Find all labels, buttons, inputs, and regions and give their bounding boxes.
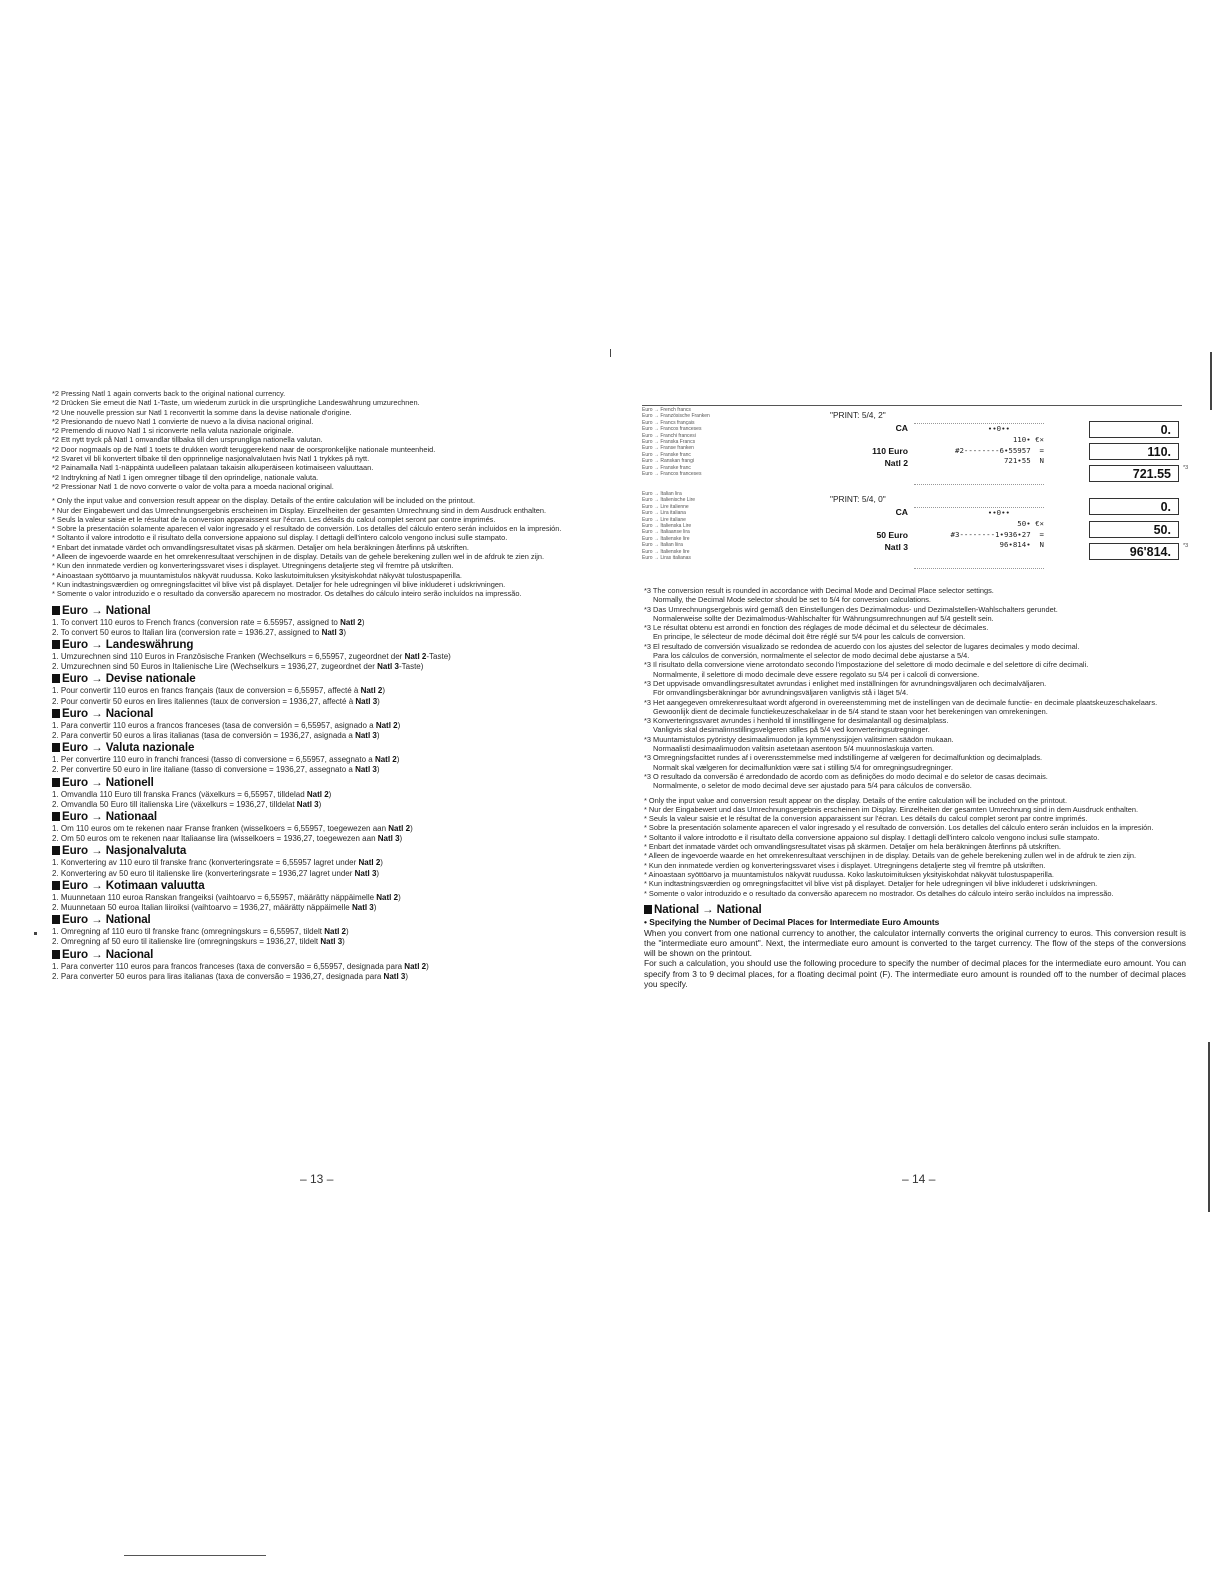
example-line (52, 834, 572, 844)
section-heading (52, 913, 572, 927)
display-note: * Kun den innmatede verdien og konverteringssvaret vises i displayet. Utregningens detaljerte steg vil fremtre på utskriften. (52, 561, 454, 571)
example-line (52, 824, 572, 834)
footnote-continuation: Normalmente, o seletor de modo decimal deve ser ajustado para 5/4 para cálculos de conversão. (653, 781, 972, 791)
footnote-mark: *3 (1183, 543, 1189, 549)
line-text: 2. To convert 50 euros to Italian lira (conversion rate = 1936.27, assigned to (52, 627, 322, 637)
section-heading (52, 879, 572, 893)
footnote-line: *3 Omregningsfacittet rundes af i overensstemmelse med indstillingerne af vælgeren for decimalfunktion og decimalplads. (644, 753, 1043, 763)
section-heading-national (644, 903, 1186, 917)
line-text: 1. Muunnetaan 110 euroa Ranskan frangeiksi (vaihtoarvo = 6,55957, määrätty näppäimelle (52, 892, 377, 902)
key-name: Natl 2 (404, 651, 427, 661)
conversion-item: Euro → Franse franken (642, 445, 694, 452)
key-name: Natl 3 (355, 730, 377, 740)
key-name: Natl 3 (355, 765, 377, 775)
square-bullet-icon (52, 812, 60, 821)
op-key: Natl 2 (884, 458, 908, 468)
line-text: 1. Para converter 110 euros para francos franceses (taxa de conversão = 6,55957, designada para (52, 961, 405, 971)
footnote-line: *3 Konverteringssvaret avrundes i henhold til innstillingene for desimalantall og desimalplass. (644, 716, 949, 726)
line-text: 2. Per convertire 50 euro in lire italiane (tasso di conversione = 1936,27, assegnato a (52, 765, 356, 775)
square-bullet-icon (52, 743, 60, 752)
display-note: * Ainoastaan syöttöarvo ja muuntamistulos näkyvät ruudussa. Koko laskutoimituksen yksityiskohdat näkyvät tulostuspaperilla. (644, 869, 1054, 879)
footnote-continuation: Normalmente, il selettore di modo decimale deve essere regolato su 5/4 per i calcoli di conversione. (653, 669, 980, 679)
footnote-continuation: För omvandlingsberäkningar bör avrundningsväljaren vanligtvis stå i läget 5/4. (653, 688, 909, 698)
line-end: ) (373, 902, 377, 912)
footnote-line: *3 The conversion result is rounded in accordance with Decimal Mode and Decimal Place selector settings. (644, 586, 994, 595)
op-key: CA (895, 507, 908, 517)
line-text: 2. Omregning af 50 euro til italienske lire (omregningskurs = 1936,27, tildelt (52, 937, 321, 947)
printout-tape (914, 423, 1044, 485)
tape-line: #2--------6•55957 = (955, 445, 1044, 455)
footnote-continuation: Normalt skal vælgeren for decimalfunktion være sat i stilling 5/4 for omregningsudregninger. (653, 762, 953, 772)
section-heading (52, 741, 572, 755)
line-end: ) (405, 971, 409, 981)
section-heading (52, 810, 572, 824)
example-line (52, 765, 572, 775)
section-title: Euro → Kotimaan valuutta (62, 878, 205, 892)
section-title: Euro → Devise nationale (62, 672, 196, 686)
footnote-line: *3 Het aangegeven omrekenresultaat wordt afgerond in overeenstemming met de instellingen van de decimale functie- en decimale plaatskeuzeschakelaars. (644, 697, 1158, 707)
footnote-line: *3 Det uppvisade omvandlingsresultatet avrundas i enlighet med inställningen för avrundningsväljaren och decimalväljaren. (644, 678, 1047, 688)
edge-mark (1210, 352, 1212, 410)
display-notes (52, 496, 572, 598)
example-line (52, 755, 572, 765)
op-key: CA (895, 423, 908, 433)
lcd-display: 721.55 (1089, 465, 1179, 482)
example-line (52, 972, 572, 982)
conversion-item: Euro → Französische Franken (642, 413, 710, 420)
key-name: Natl 3 (321, 627, 344, 637)
line-text: 1. Umzurechnen sind 110 Euros in Französische Franken (Wechselkurs = 6,55957, zugeordnet der (52, 651, 405, 661)
conversion-item: Euro → Italienische Lire (642, 497, 696, 504)
line-text: 2. Konvertering av 50 euro til italienske lire (konverteringsrate = 1936,27 lagret under (52, 868, 355, 878)
footnote-continuation: Para los cálculos de conversión, normalmente el selector de modo decimal debe ajustarse a 5/4. (653, 651, 970, 661)
footnote-line: *2 Indtrykning af Natl 1 igen omregner tilbage til den oprindelige, nationale valuta. (52, 472, 319, 482)
key-name: Natl 2 (306, 789, 329, 799)
footnote-line: *3 Il risultato della conversione viene arrotondato secondo l'impostazione del selettore di modo decimale e del selettore di cifre decimali. (644, 660, 1089, 670)
key-name: Natl 3 (377, 662, 399, 672)
section-heading (52, 948, 572, 962)
print-setting: "PRINT: 5/4, 2" (830, 410, 886, 420)
line-end: ) (376, 868, 380, 878)
display-note: * Sobre la presentación solamente aparecen el valor ingresado y el resultado de conversión. Los detalles del cálculo entero serán incluidos en la impresión. (52, 524, 562, 534)
display-note: * Nur der Eingabewert und das Umrechnungsergebnis erscheinen im Display. Einzelheiten der gesamten Umrechnung sind in dem Ausdruck enthalten. (644, 804, 1139, 814)
footnote-continuation: Vanligvis skal desimalinnstillingsvelgeren stilles på 5/4 ved konverteringsutregninger. (653, 725, 930, 735)
conversion-item: Euro → French francs (642, 407, 691, 413)
tape-line: ••0•• (987, 424, 1010, 433)
display-note: * Enbart det inmatade värdet och omvandlingsresultatet visas på skärmen. Detaljer om hela beräkningen återfinns på utskriften. (644, 842, 1061, 852)
op-key: 50 Euro (876, 530, 908, 540)
subsection-heading: • Specifying the Number of Decimal Places for Intermediate Euro Amounts (644, 916, 940, 927)
line-text: 1. Omvandla 110 Euro till franska Francs (växelkurs = 6,55957, tilldelad (52, 789, 307, 799)
line-text: 2. Para converter 50 euros para liras italianas (taxa de conversão = 1936,27, designada para (52, 971, 384, 981)
conversion-item: Euro → Italian liira (642, 542, 683, 549)
example-line (52, 628, 572, 638)
example-line (52, 927, 572, 937)
section-title: Euro → Valuta nazionale (62, 741, 195, 755)
square-bullet-icon (52, 846, 60, 855)
line-end: ) (410, 823, 413, 833)
footnote-line: *2 Une nouvelle pression sur Natl 1 reconvertit la somme dans la devise nationale d'origine. (52, 407, 352, 417)
section-title: Euro → Nationaal (62, 809, 158, 823)
line-text: 1. Pour convertir 110 euros en francs français (taux de conversion = 6,55957, affecté à (52, 686, 361, 696)
tape-line: 50• €× (1017, 518, 1044, 528)
section-heading (52, 672, 572, 686)
display-note: * Kun indtastningsværdien og omregningsfacittet vil blive vist på displayet. Detaljer for hele udregningen vil blive inkluderet i udskrivningen. (52, 579, 506, 589)
line-end: ) (328, 789, 332, 799)
tape-line: #3--------1•936•27 = (950, 529, 1044, 539)
lcd-display: 96'814. (1089, 543, 1179, 560)
line-text: 2. Pour convertir 50 euros en lires italiennes (taux de conversion = 1936,27, affecté à (52, 696, 356, 706)
square-bullet-icon (52, 606, 60, 615)
section-title: Euro → Nasjonalvaluta (62, 844, 187, 858)
op-key: Natl 3 (884, 542, 908, 552)
display-note: * Ainoastaan syöttöarvo ja muuntamistulos näkyvät ruudussa. Koko laskutoimituksen yksityiskohdat näkyvät tulostuspaperilla. (52, 570, 462, 580)
conversion-item: Euro → Italienske lire (642, 548, 690, 555)
edge-mark-lower (1208, 1042, 1210, 1212)
conversion-item: Euro → Italiaanse lira (642, 529, 690, 536)
key-name: Natl 2 (324, 927, 347, 937)
section-title: Euro → Nationell (62, 775, 154, 789)
key-name: Natl 2 (374, 755, 397, 765)
line-end: ) (318, 799, 322, 809)
conversion-item: Euro → Ranskan frangi (642, 458, 694, 465)
footnote-continuation: Normaalisti desimaalimuodon valitsin asetetaan asentoon 5/4 muunnoslaskuja varten. (653, 744, 935, 754)
conversion-item: Euro → Italian lira (642, 491, 682, 497)
section-title: National → National (654, 902, 762, 916)
line-text: 1. Omregning af 110 euro til franske franc (omregningskurs = 6,55957, tildelt (52, 927, 325, 937)
line-text: 1. Om 110 euros om te rekenen naar Franse franken (wisselkoers = 6,55957, toegewezen aan (52, 823, 389, 833)
footnote-line: *3 O resultado da conversão é arredondado de acordo com as definições do modo decimal e do seletor de casas decimais. (644, 771, 1048, 781)
lcd-display: 0. (1089, 498, 1179, 515)
example-line (52, 937, 572, 947)
key-name: Natl 2 (376, 892, 399, 902)
line-end: ) (376, 730, 380, 740)
example-line (52, 903, 572, 913)
left-column (52, 389, 572, 982)
display-note: * Only the input value and conversion result appear on the display. Details of the entire calculation will be included on the printout. (644, 795, 1068, 805)
op-key: 110 Euro (872, 446, 908, 456)
display-note: * Soltanto il valore introdotto e il risultato della conversione appaiono sul display. I dettagli dell'intero calcolo vengono inclusi sulle stampato. (52, 533, 508, 543)
key-name: Natl 3 (351, 902, 374, 912)
line-end: ) (399, 834, 403, 844)
example-line (52, 790, 572, 800)
line-end: ) (346, 927, 349, 937)
line-text: 2. Om 50 euros om te rekenen naar Italiaanse lira (wisselkoers = 1936,27, toegewezen aan (52, 834, 378, 844)
footnote-line: *2 Painamalla Natl 1-näppäintä uudelleen palataan takaisin alkuperäiseen kotimaiseen valuuttaan. (52, 463, 374, 473)
example-line (52, 858, 572, 868)
section-title: Euro → Nacional (62, 947, 154, 961)
conversion-item: Euro → Francos franceses (642, 471, 702, 478)
example-line (52, 697, 572, 707)
section-title: Euro → Nacional (62, 706, 154, 720)
display-notes (644, 796, 1186, 898)
line-text: 2. Umzurechnen sind 50 Euros in Italienische Lire (Wechselkurs = 1936,27, zugeordnet der (52, 662, 378, 672)
line-text: 1. Para convertir 110 euros a francos franceses (tasa de conversión = 6,55957, asignado a (52, 720, 376, 730)
top-rule (642, 405, 1182, 406)
display-note: * Soltanto il valore introdotto e il risultato della conversione appaiono sul display. I dettagli dell'intero calcolo vengono inclusi sulle stampato. (644, 832, 1100, 842)
footnotes-3 (644, 586, 1186, 791)
key-name: Natl 2 (404, 961, 427, 971)
square-bullet-icon (52, 778, 60, 787)
section-heading (52, 604, 572, 618)
key-name: Natl 2 (375, 720, 398, 730)
page-14 (612, 0, 1224, 1584)
line-end: ) (343, 627, 347, 637)
margin-mark (34, 932, 37, 935)
display-note: * Sobre la presentación solamente aparecen el valor ingresado y el resultado de conversión. Los detalles del cálculo entero serán incluidos en la impresión. (644, 823, 1154, 833)
display-note: * Alleen de ingevoerde waarde en het omrekenresultaat verschijnen in de display. Details van de gehele berekening zullen wel in de afdruk te zien zijn. (52, 552, 545, 562)
display-note: * Seuls la valeur saisie et le résultat de la conversion apparaissent sur l'écran. Les détails du calcul complet seront par contre imprimés. (52, 514, 496, 524)
key-name: Natl 3 (354, 868, 377, 878)
footnote-line: *2 Presionando de nuevo Natl 1 convierte de nuevo a la divisa nacional original. (52, 416, 314, 426)
square-bullet-icon (644, 905, 652, 914)
conversion-item: Euro → Italienska Lire (642, 523, 692, 530)
footnote-line: *2 Pressing Natl 1 again converts back to the original national currency. (52, 389, 286, 398)
footnote-continuation: Normally, the Decimal Mode selector should be set to 5/4 for conversion calculations. (653, 595, 931, 605)
footnote-line: *3 Le résultat obtenu est arrondi en fonction des réglages de mode décimal et du sélecteur de décimales. (644, 623, 989, 633)
example-line (52, 800, 572, 810)
conversion-item: Euro → Franska Francs (642, 439, 696, 446)
footnote-line: *2 Door nogmaals op de Natl 1 toets te drukken wordt teruggerekend naar de oorspronkelijke nationale munteenheid. (52, 444, 436, 454)
conversion-item: Euro → Franske franc (642, 451, 691, 458)
key-name: Natl 2 (360, 686, 383, 696)
line-end: ) (380, 858, 383, 868)
line-text: 2. Muunnetaan 50 euroa Italian liiroiksi (vaihtoarvo = 1936,27, määrätty näppäimelle (52, 902, 352, 912)
footnotes-2 (52, 389, 572, 491)
display-note: * Only the input value and conversion result appear on the display. Details of the entire calculation will be included on the printout. (52, 496, 476, 506)
footnote-continuation: Gewoonlijk dient de decimale functiekeuzeschakelaar in de 5/4 stand te staan voor het berekeningen van omrekeningen. (653, 706, 1048, 716)
center-mark (610, 349, 611, 357)
display-note: * Alleen de ingevoerde waarde en het omrekenresultaat verschijnen in de display. Details van de gehele berekening zullen wel in de afdruk te zien zijn. (644, 851, 1137, 861)
printout-tape (914, 507, 1044, 569)
footnote-continuation: En principe, le sélecteur de mode décimal doit être réglé sur 5/4 pour les calculs de conversion. (653, 632, 966, 642)
example-line (52, 686, 572, 696)
lcd-display: 0. (1089, 421, 1179, 438)
conversion-sections (52, 604, 572, 982)
section-heading (52, 776, 572, 790)
footnote-line: *2 Premendo di nuovo Natl 1 si riconverte nella valuta nazionale originale. (52, 426, 294, 436)
conversion-item: Euro → Franske franc (642, 464, 691, 471)
tape-line: ••0•• (987, 508, 1010, 517)
conversion-list (642, 407, 792, 477)
section-title: Euro → National (62, 603, 151, 617)
line-text: 1. To convert 110 euros to French francs (conversion rate = 6.55957, assigned to (52, 617, 341, 627)
display-note: * Enbart det inmatade värdet och omvandlingsresultatet visas på skärmen. Detaljer om hela beräkningen återfinns på utskriften. (52, 542, 469, 552)
line-end: ) (398, 892, 401, 902)
line-end: -Taste) (398, 662, 424, 672)
footnote-line: *2 Svaret vil bli konvertert tilbake til den opprinnelige nasjonalvalutaen hvis Natl 1 trykkes på nytt. (52, 454, 370, 464)
tape-line: 110• €× (1012, 434, 1044, 444)
body-paragraph: When you convert from one national currency to another, the calculator internally converts the original currency to euros. This conversion result is the "intermediate euro amount". Next, the intermediate euro amount is converted to the target currency. The flow of the steps of the conversions will be shown on the printout. (644, 927, 1186, 959)
square-bullet-icon (52, 881, 60, 890)
key-name: Natl 3 (320, 937, 343, 947)
conversion-item: Euro → Italienske lire (642, 535, 690, 542)
line-end: ) (342, 937, 345, 947)
example-line (52, 618, 572, 628)
footnote-mark: *3 (1183, 465, 1189, 471)
lcd-display: 110. (1089, 443, 1179, 460)
key-name: Natl 2 (358, 858, 381, 868)
example-line (52, 652, 572, 662)
key-name: Natl 3 (296, 799, 319, 809)
line-end: ) (376, 765, 380, 775)
display-note: * Seuls la valeur saisie et le résultat de la conversion apparaissent sur l'écran. Les détails du calcul complet seront par contre imprimés. (644, 814, 1088, 824)
display-note: * Nur der Eingabewert und das Umrechnungsergebnis erscheinen im Display. Einzelheiten der gesamten Umrechnung sind in dem Ausdruck enthalten. (52, 505, 547, 515)
right-column (644, 586, 1186, 989)
line-end: ) (426, 961, 429, 971)
example-line (52, 962, 572, 972)
line-text: 1. Per convertire 110 euro in franchi francesi (tasso di conversione = 6,55957, assegnato a (52, 755, 375, 765)
line-end: ) (382, 686, 386, 696)
square-bullet-icon (52, 674, 60, 683)
key-name: Natl 2 (340, 617, 362, 627)
body-paragraph: For such a calculation, you should use the following procedure to specify the number of decimal places for the intermediate euro amount. You can specify from 3 to 9 decimal places, for a floating decimal point (F). The intermediate euro amount is rounded off to the number of decimal places you specify. (644, 958, 1186, 989)
lcd-display: 50. (1089, 521, 1179, 538)
conversion-item: Euro → Lira italiana (642, 510, 686, 517)
page-number-13: – 13 – (300, 1172, 334, 1186)
section-title: Euro → National (62, 913, 151, 927)
line-end: ) (361, 617, 365, 627)
section-title: Euro → Landeswährung (62, 637, 194, 651)
section-heading (52, 707, 572, 721)
footnote-line: *2 Ett nytt tryck på Natl 1 omvandlar tillbaka till den ursprungliga nationella valutan. (52, 435, 323, 445)
square-bullet-icon (52, 709, 60, 718)
line-end: ) (396, 755, 400, 765)
display-note: * Somente o valor introduzido e o resultado da conversão aparecem no mostrador. Os detalhes do cálculo inteiro serão incluídos na impressão. (52, 589, 522, 599)
square-bullet-icon (52, 640, 60, 649)
footnote-line: *3 Das Umrechnungsergebnis wird gemäß den Einstellungen des Dezimalmodus- und Dezimalstellen-Wahlschalters gerundet. (644, 604, 1058, 614)
section-heading (52, 638, 572, 652)
conversion-item: Euro → Francos franceses (642, 426, 702, 433)
bottom-rule (124, 1555, 266, 1556)
line-text: 2. Para convertir 50 euros a liras italianas (tasa de conversión = 1936,27, asignada a (52, 730, 356, 740)
conversion-list (642, 491, 792, 561)
conversion-item: Euro → Franchi francesi (642, 432, 696, 439)
example-line (52, 731, 572, 741)
conversion-item: Euro → Lire italiane (642, 516, 686, 523)
key-name: Natl 3 (355, 696, 378, 706)
footnote-continuation: Normalerweise sollte der Dezimalmodus-Wahlschalter für Währungsumrechnungen auf 5/4 gestellt sein. (653, 613, 994, 623)
display-note: * Somente o valor introduzido e o resultado da conversão aparecem no mostrador. Os detalhes do cálculo inteiro serão incluídos na impressão. (644, 888, 1114, 898)
footnote-line: *2 Drücken Sie erneut die Natl 1-Taste, um wiederum zurück in die ursprüngliche Landeswährung umzurechnen. (52, 398, 420, 408)
line-text: 2. Omvandla 50 Euro till italienska Lire (växelkurs = 1936,27, tilldelat (52, 799, 297, 809)
tape-line: 721•55 N (1003, 456, 1044, 466)
display-note: * Kun indtastningsværdien og omregningsfacittet vil blive vist på displayet. Detaljer for hele udregningen vil blive inkluderet i udskrivningen. (644, 879, 1098, 889)
footnote-line: *3 Muuntamistulos pyöristyy desimaalimuodon ja kymmenyssijojen valitsimen säädön mukaan. (644, 734, 954, 744)
conversion-item: Euro → Lire italienne (642, 503, 689, 510)
example-line (52, 893, 572, 903)
page-number-14: – 14 – (902, 1172, 936, 1186)
example-line (52, 721, 572, 731)
conversion-item: Euro → Liras italianas (642, 555, 691, 562)
tape-line: 96•814• N (999, 540, 1044, 550)
example-line (52, 869, 572, 879)
section-heading (52, 844, 572, 858)
line-end: ) (377, 696, 380, 706)
square-bullet-icon (52, 950, 60, 959)
line-end: ) (397, 720, 401, 730)
footnote-line: *3 El resultado de conversión visualizado se redondea de acuerdo con los ajustes del selector de lugares decimales y modo decimal. (644, 641, 1080, 651)
display-note: * Kun den innmatede verdien og konverteringssvaret vises i displayet. Utregningens detaljerte steg vil fremtre på utskriften. (644, 860, 1046, 870)
key-name: Natl 3 (377, 834, 400, 844)
square-bullet-icon (52, 915, 60, 924)
print-setting: "PRINT: 5/4, 0" (830, 494, 886, 504)
key-name: Natl 3 (383, 971, 406, 981)
line-end: -Taste) (426, 651, 451, 661)
key-name: Natl 2 (388, 823, 411, 833)
conversion-item: Euro → Francs français (642, 419, 695, 426)
footnote-line: *2 Pressionar Natl 1 de novo converte o valor de volta para a moeda nacional original. (52, 481, 334, 491)
line-text: 1. Konvertering av 110 euro til franske franc (konverteringsrate = 6,55957 lagret under (52, 858, 359, 868)
example-line (52, 662, 572, 672)
